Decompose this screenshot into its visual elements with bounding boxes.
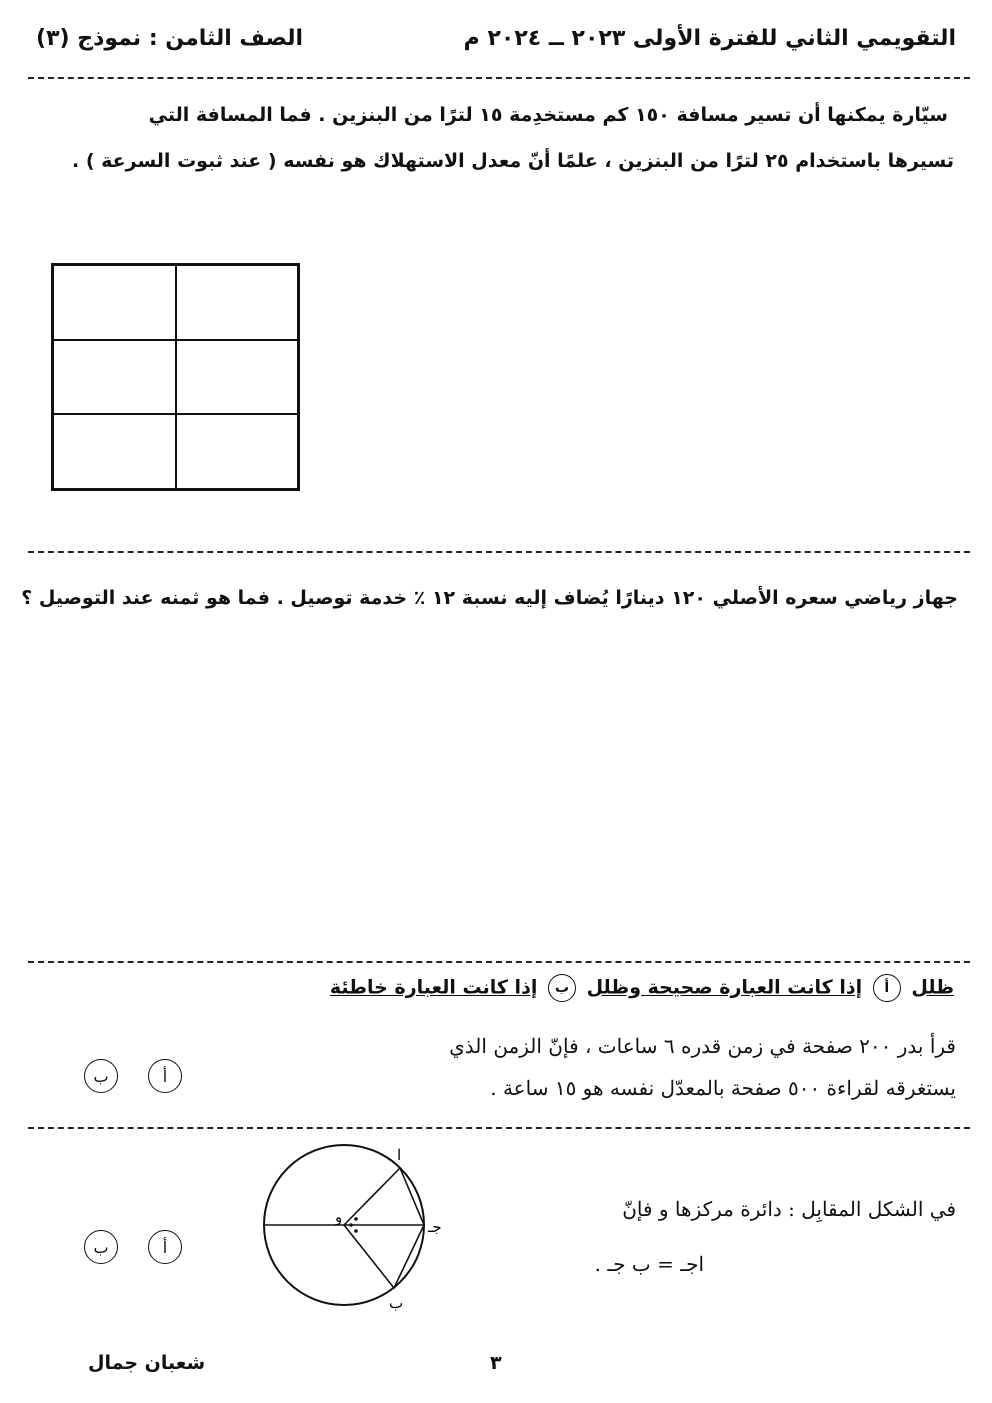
q4-option-b[interactable]: ب [84, 1230, 118, 1264]
divider [28, 961, 970, 963]
q1-line2: تسيرها باستخدام ٢٥ لترًا من البنزين ، علمًا أنّ معدل الاستهلاك هو نفسه ( عند ثبوت السرعة ) . [72, 150, 954, 172]
inscribed-lines [344, 1168, 424, 1288]
table-cell[interactable] [53, 265, 176, 340]
teacher-name: شعبان جمال [88, 1352, 206, 1374]
grade-model: الصف الثامن : نموذج (٣) [36, 26, 304, 51]
divider [28, 1127, 970, 1129]
q2-text: جهاز رياضي سعره الأصلي ١٢٠ دينارًا يُضاف إليه نسبة ١٢ ٪ خدمة توصيل . فما هو ثمنه عند التوصيل ؟ [21, 587, 958, 609]
label-center: و [335, 1208, 343, 1226]
q4-line1: في الشكل المقابِل : دائرة مركزها و فإنّ [622, 1197, 956, 1221]
q3-option-b[interactable]: ب [84, 1059, 118, 1093]
instr-false: إذا كانت العبارة خاطئة [329, 976, 538, 999]
instr-shade: ظلل [911, 976, 954, 999]
instr-option-a: أ [873, 974, 901, 1002]
table-cell[interactable] [176, 340, 299, 415]
page-number: ٣ [490, 1352, 502, 1374]
q4-line2: اجـ = ب جـ . [594, 1252, 704, 1276]
table-cell[interactable] [176, 265, 299, 340]
q3-line2: يستغرقه لقراءة ٥٠٠ صفحة بالمعدّل نفسه هو ١٥ ساعة . [490, 1076, 956, 1100]
center-dot [354, 1229, 358, 1233]
instr-true: إذا كانت العبارة صحيحة وظلل [586, 976, 863, 999]
divider [28, 77, 970, 79]
q3-option-a[interactable]: أ [148, 1059, 182, 1093]
q1-line1: سيّارة يمكنها أن تسير مسافة ١٥٠ كم مستخدِمة ١٥ لترًا من البنزين . فما المسافة التي [148, 104, 948, 126]
answer-table [51, 263, 300, 491]
table-cell[interactable] [53, 414, 176, 489]
label-point-b: ب [389, 1294, 404, 1312]
center-dot [354, 1217, 358, 1221]
instr-option-b: ب [548, 974, 576, 1002]
exam-title: التقويمي الثاني للفترة الأولى ٢٠٢٣ ــ ٢٠٢٤ م [463, 26, 956, 51]
q3-line1: قرأ بدر ٢٠٠ صفحة في زمن قدره ٦ ساعات ، فإنّ الزمن الذي [449, 1034, 956, 1058]
label-point-c: جـ [428, 1218, 442, 1236]
divider [28, 551, 970, 553]
q4-option-a[interactable]: أ [148, 1230, 182, 1264]
center-dot [349, 1223, 353, 1227]
table-cell[interactable] [176, 414, 299, 489]
label-point-a: ا [397, 1146, 402, 1164]
tf-instructions [330, 974, 954, 1002]
table-cell[interactable] [53, 340, 176, 415]
circle-figure [255, 1138, 455, 1318]
